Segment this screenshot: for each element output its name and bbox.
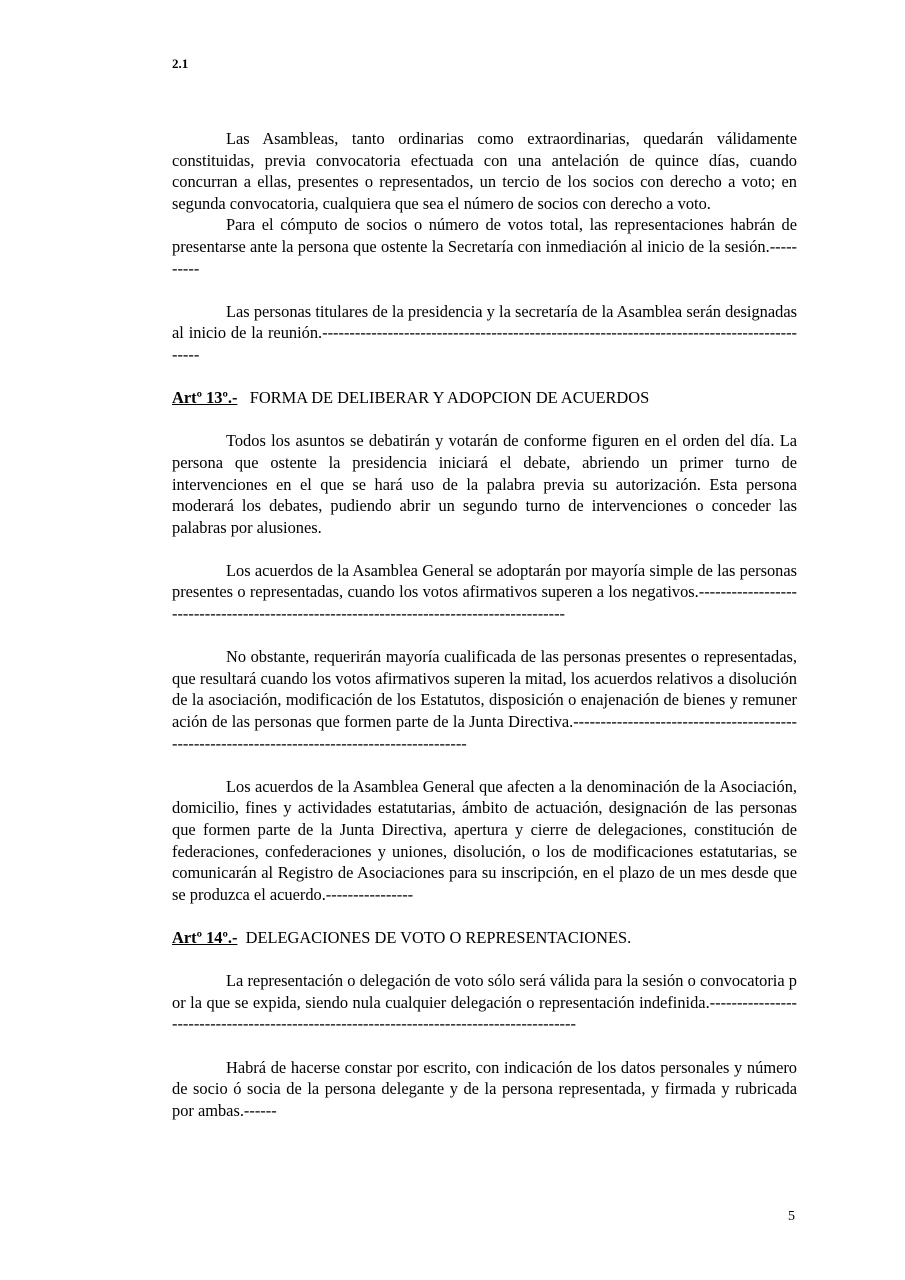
spacer xyxy=(172,409,797,431)
paragraph-vote-count: Para el cómputo de socios o número de votos total, las representaciones habrán de presentarse ante la persona que ostente la Secretaría con inmediación al inicio de la sesión.---------- xyxy=(172,215,797,278)
spacer xyxy=(172,366,797,388)
spacer xyxy=(172,754,797,776)
document-body xyxy=(172,128,797,1121)
article-13-title: FORMA DE DELIBERAR Y ADOPCION DE ACUERDOS xyxy=(249,388,650,408)
spacer xyxy=(172,905,797,927)
paragraph-vote-delegation: La representación o delegación de voto sólo será válida para la sesión o convocatoria por la que se expida, siendo nula cualquier delegación o representación indefinida.------------------------------------------------------------------------------------------ xyxy=(172,971,797,1034)
spacer xyxy=(172,949,797,971)
page-number: 5 xyxy=(788,1209,795,1224)
article-13-number: Artº 13º.- xyxy=(172,388,238,408)
paragraph-written-record: Habrá de hacerse constar por escrito, con indicación de los datos personales y número de socio ó socia de la persona delegante y de la persona representada, y firmada y rubricada por ambas.------ xyxy=(172,1057,797,1120)
article-14-title: DELEGACIONES DE VOTO O REPRESENTACIONES. xyxy=(245,927,632,947)
spacer xyxy=(172,538,797,560)
paragraph-registry-communication: Los acuerdos de la Asamblea General que afecten a la denominación de la Asociación, domicilio, fines y actividades estatutarias, ámbito de actuación, designación de las personas que formen parte de la Junta Directiva, apertura y cierre de delegaciones, constitución de federaciones, confederaciones y uniones, disolución, o los de modificaciones estatutarias, se comunicarán al Registro de Asociaciones para su inscripción, en el plazo de un mes desde que se produzca el acuerdo.---------------- xyxy=(172,776,797,904)
spacer xyxy=(172,279,797,301)
spacer xyxy=(172,625,797,647)
paragraph-debate-order: Todos los asuntos se debatirán y votarán de conforme figuren en el orden del día. La persona que ostente la presidencia iniciará el debate, abriendo un primer turno de intervenciones en el que se hará uso de la palabra previa su autorización. Esta persona moderará los debates, pudiendo abrir un segundo turno de intervenciones o conceder las palabras por alusiones. xyxy=(172,431,797,537)
paragraph-qualified-majority: No obstante, requerirán mayoría cualificada de las personas presentes o representadas, que resultará cuando los votos afirmativos superen la mitad, los acuerdos relativos a disolución de la asociación, modificación de los Estatutos, disposición o enajenación de bienes y remuneración de las personas que formen parte de la Junta Directiva.----------------------------------------------------------------------------------------------- xyxy=(172,647,797,753)
paragraph-simple-majority: Los acuerdos de la Asamblea General se adoptarán por mayoría simple de las personas presentes o representadas, cuando los votos afirmativos superen a los negativos.------------------------------------------------------------------------------------------ xyxy=(172,560,797,624)
document-version: 2.1 xyxy=(172,56,189,71)
article-14-number: Artº 14º.- xyxy=(172,927,238,947)
paragraph-assembly-officers: Las personas titulares de la presidencia y la secretaría de la Asamblea serán designadas al inicio de la reunión.-------------------------------------------------------------------------------------------- xyxy=(172,301,797,364)
article-13-heading xyxy=(172,387,797,409)
spacer xyxy=(172,1035,797,1057)
paragraph-quorum: Las Asambleas, tanto ordinarias como extraordinarias, quedarán válidamente constituidas, previa convocatoria efectuada con una antelación de quince días, cuando concurran a ellas, presentes o representados, un tercio de los socios con derecho a voto; en segunda convocatoria, cualquiera que sea el número de socios con derecho a voto. xyxy=(172,129,797,213)
article-14-heading xyxy=(172,927,797,949)
